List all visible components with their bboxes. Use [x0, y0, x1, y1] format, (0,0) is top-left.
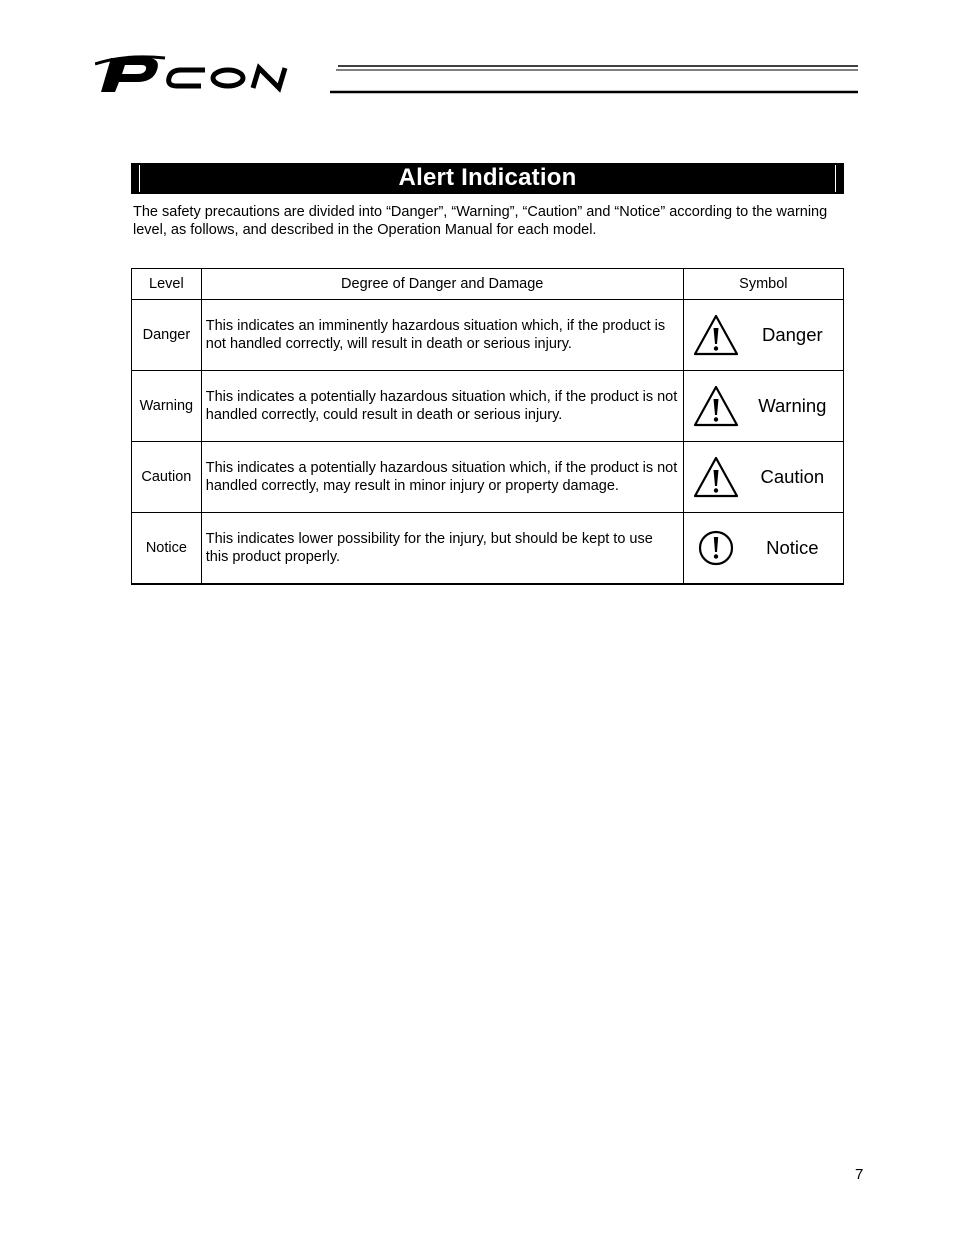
warning-triangle-icon — [692, 384, 740, 428]
level-cell: Danger — [132, 300, 202, 371]
symbol-cell — [683, 371, 843, 442]
symbol-label: Warning — [758, 395, 827, 416]
section-title: Alert Indication — [398, 164, 577, 191]
level-cell: Notice — [132, 513, 202, 585]
warning-triangle-icon — [692, 313, 740, 357]
level-cell: Warning — [132, 371, 202, 442]
exclamation-circle-icon — [692, 526, 740, 570]
symbol-cell — [683, 513, 843, 585]
header-symbol: Symbol — [683, 269, 843, 300]
header-level: Level — [132, 269, 202, 300]
section-title-bar — [131, 163, 844, 194]
description-cell: This indicates a potentially hazardous situation which, if the product is not handled correctly, could result in death or serious injury. — [201, 371, 683, 442]
logo-text: PCON — [95, 50, 98, 51]
symbol-label: Caution — [760, 466, 825, 487]
alert-level-table — [131, 268, 844, 585]
table-row-danger — [132, 300, 844, 371]
symbol-cell — [683, 442, 843, 513]
description-cell: This indicates a potentially hazardous situation which, if the product is not handled correctly, may result in minor injury or property damage. — [201, 442, 683, 513]
table-row-caution — [132, 442, 844, 513]
symbol-label: Danger — [761, 324, 823, 345]
description-cell: This indicates an imminently hazardous situation which, if the product is not handled correctly, will result in death or serious injury. — [201, 300, 683, 371]
symbol-cell — [683, 300, 843, 371]
table-row-warning — [132, 371, 844, 442]
page-number: 7 — [855, 1166, 864, 1183]
pcon-logo — [95, 50, 335, 100]
header-rule — [330, 64, 860, 96]
level-cell: Caution — [132, 442, 202, 513]
warning-triangle-icon — [692, 455, 740, 499]
description-cell: This indicates lower possibility for the injury, but should be kept to use this product properly. — [201, 513, 683, 585]
symbol-label: Notice — [766, 537, 819, 558]
intro-paragraph: The safety precautions are divided into “Danger”, “Warning”, “Caution” and “Notice” according to the warning level, as follows, and described in the Operation Manual for each model. — [133, 204, 828, 238]
table-row-notice — [132, 513, 844, 585]
header-degree: Degree of Danger and Damage — [201, 269, 683, 300]
table-header-row — [132, 269, 844, 300]
